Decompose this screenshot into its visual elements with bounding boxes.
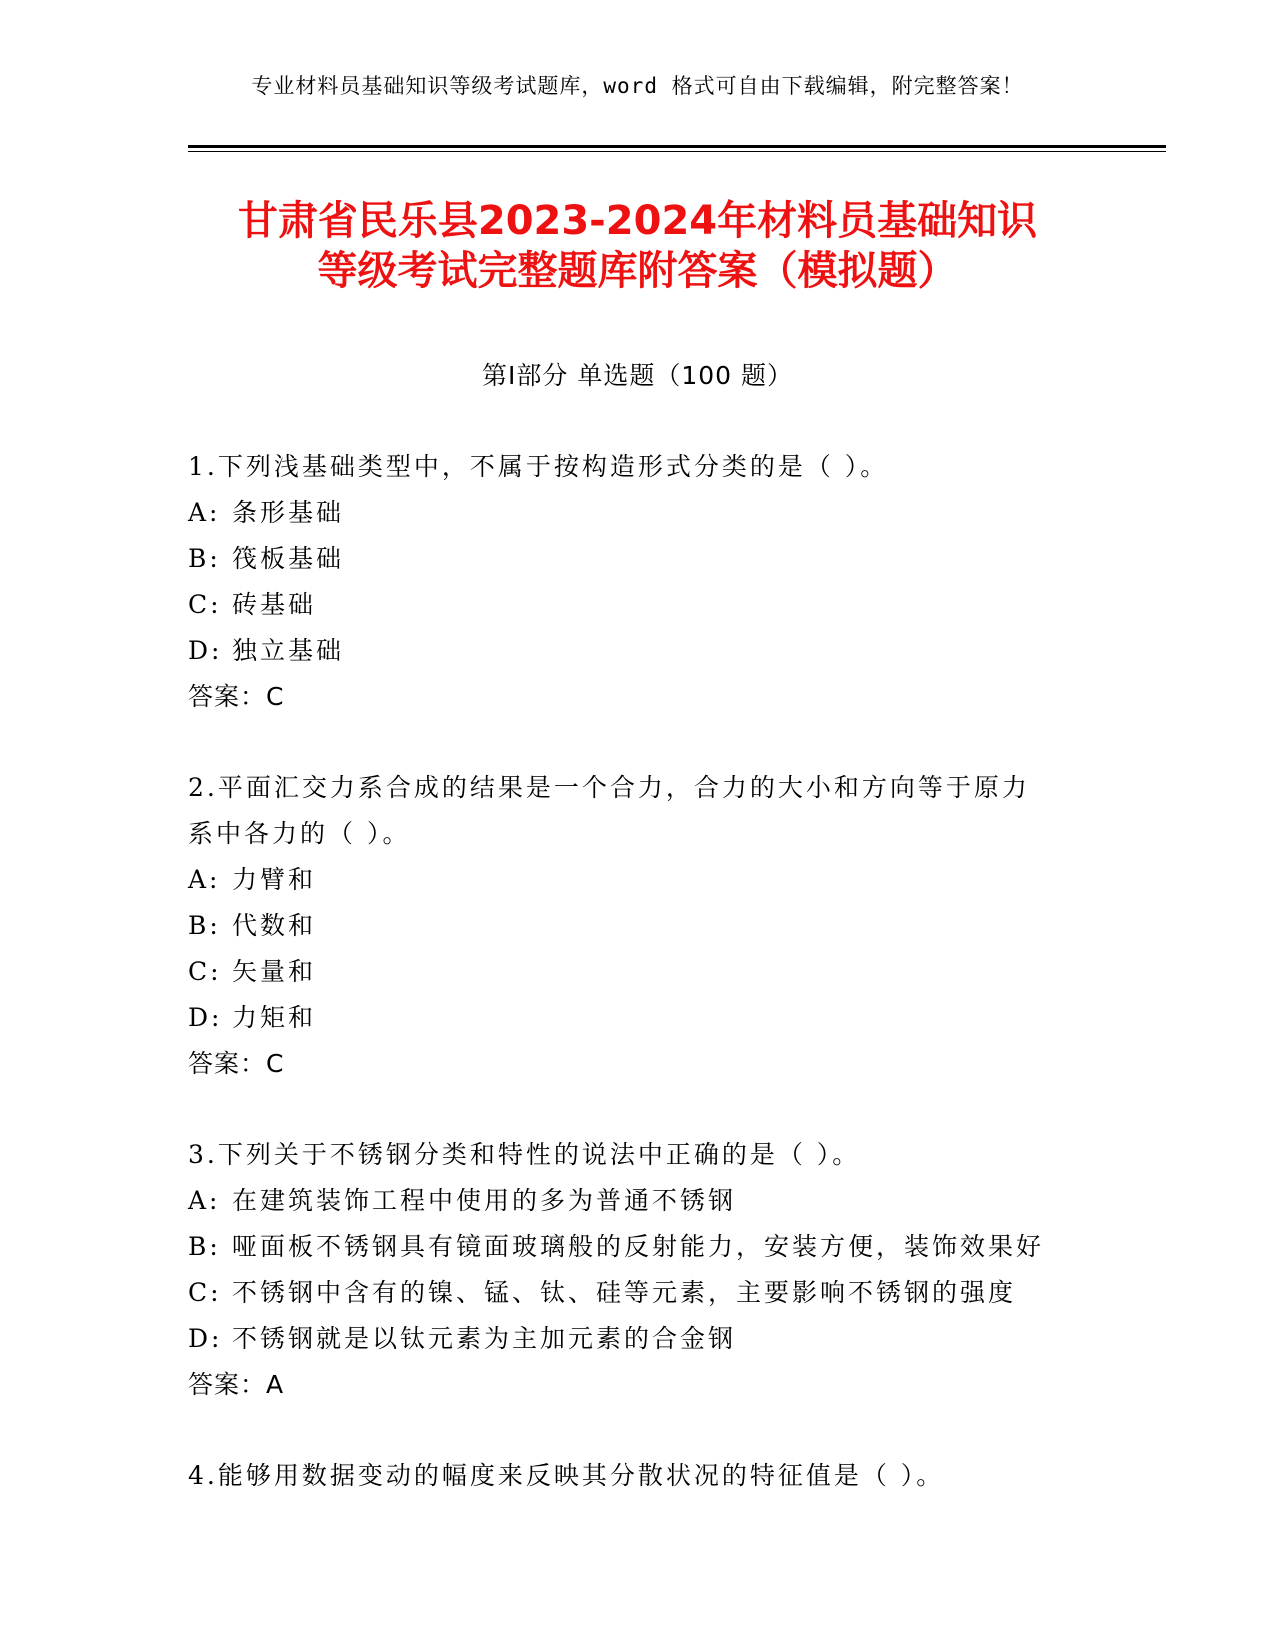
question-option	[188, 490, 1088, 536]
option-letter: B:	[188, 544, 221, 573]
option-letter: D:	[188, 1324, 223, 1353]
option-text: 不锈钢中含有的镍、锰、钛、硅等元素，主要影响不锈钢的强度	[232, 1278, 1017, 1307]
question-stem: 3.下列关于不锈钢分类和特性的说法中正确的是（ ）。	[188, 1140, 861, 1169]
answer-label: 答案：	[188, 1049, 267, 1078]
option-text: 不锈钢就是以钛元素为主加元素的合金钢	[232, 1324, 737, 1353]
question-option	[188, 582, 1088, 628]
document-title	[140, 196, 1135, 296]
option-text: 在建筑装饰工程中使用的多为普通不锈钢	[232, 1186, 737, 1215]
option-text: 力臂和	[232, 865, 317, 894]
option-text: 筏板基础	[232, 544, 345, 573]
option-letter: C:	[188, 590, 222, 619]
option-text: 条形基础	[232, 498, 345, 527]
question-option	[188, 857, 1088, 903]
option-text: 力矩和	[232, 1003, 317, 1032]
option-letter: A:	[188, 865, 221, 894]
question-stem: 2.平面汇交力系合成的结果是一个合力，合力的大小和方向等于原力	[188, 773, 1030, 802]
question-1	[188, 444, 1088, 720]
question-option	[188, 1178, 1088, 1224]
header-rule-thick	[188, 145, 1166, 148]
question-option	[188, 1224, 1088, 1270]
question-stem: 系中各力的（ ）。	[188, 819, 411, 848]
option-letter: B:	[188, 1232, 221, 1261]
question-option	[188, 995, 1088, 1041]
question-list	[188, 444, 1088, 1544]
answer-value: A	[266, 1370, 285, 1399]
question-stem: 1.下列浅基础类型中，不属于按构造形式分类的是（ ）。	[188, 452, 889, 481]
question-option	[188, 1270, 1088, 1316]
option-letter: A:	[188, 498, 221, 527]
option-letter: B:	[188, 911, 221, 940]
header-rule-thin	[188, 151, 1166, 152]
answer-label: 答案：	[188, 682, 267, 711]
option-text: 矢量和	[232, 957, 317, 986]
question-option	[188, 949, 1088, 995]
option-letter: D:	[188, 636, 223, 665]
question-answer	[188, 1362, 1088, 1408]
option-text: 代数和	[232, 911, 317, 940]
option-letter: D:	[188, 1003, 223, 1032]
option-text: 独立基础	[232, 636, 345, 665]
question-option	[188, 628, 1088, 674]
answer-value: C	[266, 682, 285, 711]
question-stem: 4.能够用数据变动的幅度来反映其分散状况的特征值是（ ）。	[188, 1461, 945, 1490]
document-title-line-2: 等级考试完整题库附答案（模拟题）	[317, 248, 958, 294]
option-letter: C:	[188, 1278, 222, 1307]
header-note: 专业材料员基础知识等级考试题库，word 格式可自由下载编辑，附完整答案！	[251, 74, 1024, 98]
document-title-line-1: 甘肃省民乐县2023-2024年材料员基础知识	[237, 198, 1038, 244]
option-text: 砖基础	[232, 590, 317, 619]
option-text: 哑面板不锈钢具有镜面玻璃般的反射能力，安装方便，装饰效果好	[232, 1232, 1045, 1261]
question-answer	[188, 674, 1088, 720]
section-title: 第Ⅰ部分 单选题（100 题）	[482, 361, 793, 390]
question-option	[188, 536, 1088, 582]
answer-label: 答案：	[188, 1370, 267, 1399]
question-3	[188, 1132, 1088, 1408]
option-letter: A:	[188, 1186, 221, 1215]
question-4	[188, 1453, 1088, 1499]
question-2	[188, 765, 1088, 1087]
question-option	[188, 903, 1088, 949]
option-letter: C:	[188, 957, 222, 986]
question-option	[188, 1316, 1088, 1362]
answer-value: C	[266, 1049, 285, 1078]
question-answer	[188, 1041, 1088, 1087]
